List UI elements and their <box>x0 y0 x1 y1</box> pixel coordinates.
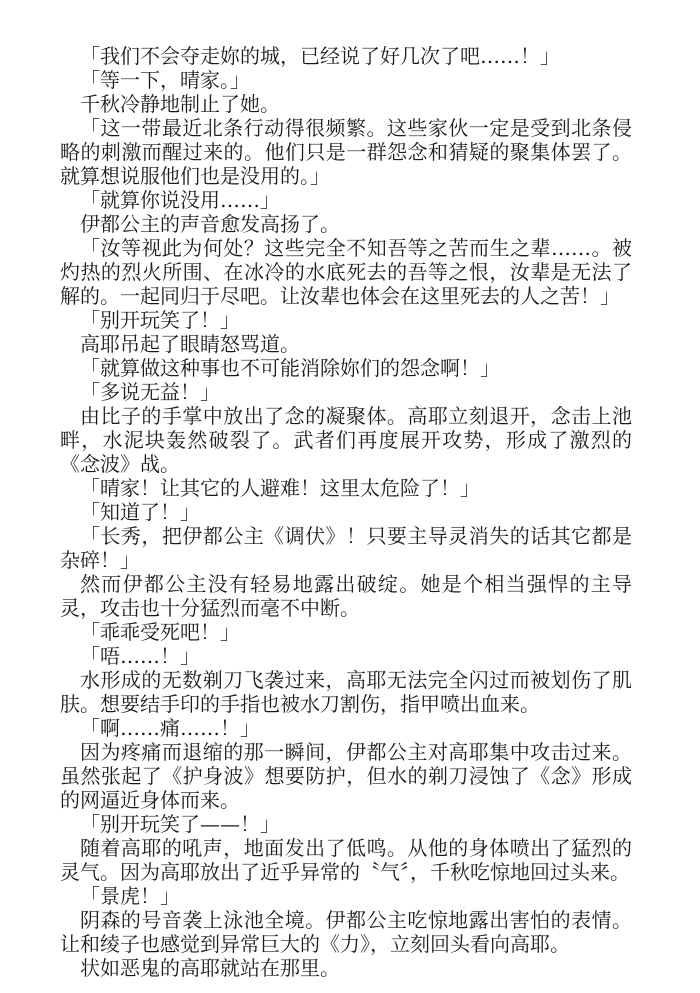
paragraph: 「景虎！」 <box>80 884 180 908</box>
paragraph: 随着高耶的吼声，地面发出了低鸣。从他的身体喷出了猛烈的灵气。因为高耶放出了近乎异常的〝气〞，千秋吃惊地回过头来。 <box>60 836 632 884</box>
paragraph: 「别开玩笑了！」 <box>80 308 240 332</box>
paragraph: 水形成的无数剃刀飞袭过来，高耶无法完全闪过而被划伤了肌肤。想要结手印的手指也被水刀割伤，指甲喷出血来。 <box>60 668 632 716</box>
paragraph: 阴森的号音袭上泳池全境。伊都公主吃惊地露出害怕的表情。让和绫子也感觉到异常巨大的《力》，立刻回头看向高耶。 <box>60 908 632 956</box>
paragraph: 伊都公主的声音愈发高扬了。 <box>80 212 340 236</box>
paragraph: 「别开玩笑了——！」 <box>80 812 280 836</box>
paragraph: 「啊……痛……！」 <box>80 716 260 740</box>
paragraph: 因为疼痛而退缩的那一瞬间，伊都公主对高耶集中攻击过来。虽然张起了《护身波》想要防护，但水的剃刀浸蚀了《念》形成的网逼近身体而来。 <box>60 740 632 812</box>
paragraph: 「就算你说没用……」 <box>80 188 280 212</box>
paragraph: 「唔……！」 <box>80 644 200 668</box>
paragraph: 「我们不会夺走妳的城，已经说了好几次了吧……！」 <box>80 44 560 68</box>
paragraph: 然而伊都公主没有轻易地露出破绽。她是个相当强悍的主导灵，攻击也十分猛烈而毫不中断。 <box>60 572 632 620</box>
paragraph: 「汝等视此为何处？这些完全不知吾等之苦而生之辈……。被灼热的烈火所围、在冰冷的水底死去的吾等之恨，汝辈是无法了解的。一起同归于尽吧。让汝辈也体会在这里死去的人之苦！」 <box>60 236 632 308</box>
paragraph: 高耶吊起了眼睛怒骂道。 <box>80 332 300 356</box>
paragraph: 状如恶鬼的高耶就站在那里。 <box>80 956 340 980</box>
paragraph: 「乖乖受死吧！」 <box>80 620 240 644</box>
page-body <box>60 44 632 980</box>
paragraph: 「晴家！让其它的人避难！这里太危险了！」 <box>80 476 480 500</box>
paragraph: 由比子的手掌中放出了念的凝聚体。高耶立刻退开，念击上池畔，水泥块轰然破裂了。武者们再度展开攻势，形成了激烈的《念波》战。 <box>60 404 632 476</box>
paragraph: 「这一带最近北条行动得很频繁。这些家伙一定是受到北条侵略的刺激而醒过来的。他们只是一群怨念和猜疑的聚集体罢了。就算想说服他们也是没用的。」 <box>60 116 632 188</box>
paragraph: 「就算做这种事也不可能消除妳们的怨念啊！」 <box>80 356 500 380</box>
paragraph: 「知道了！」 <box>80 500 200 524</box>
paragraph: 「长秀，把伊都公主《调伏》！只要主导灵消失的话其它都是杂碎！」 <box>60 524 632 572</box>
paragraph: 「多说无益！」 <box>80 380 220 404</box>
paragraph: 千秋冷静地制止了她。 <box>80 92 280 116</box>
paragraph: 「等一下，晴家。」 <box>80 68 250 92</box>
